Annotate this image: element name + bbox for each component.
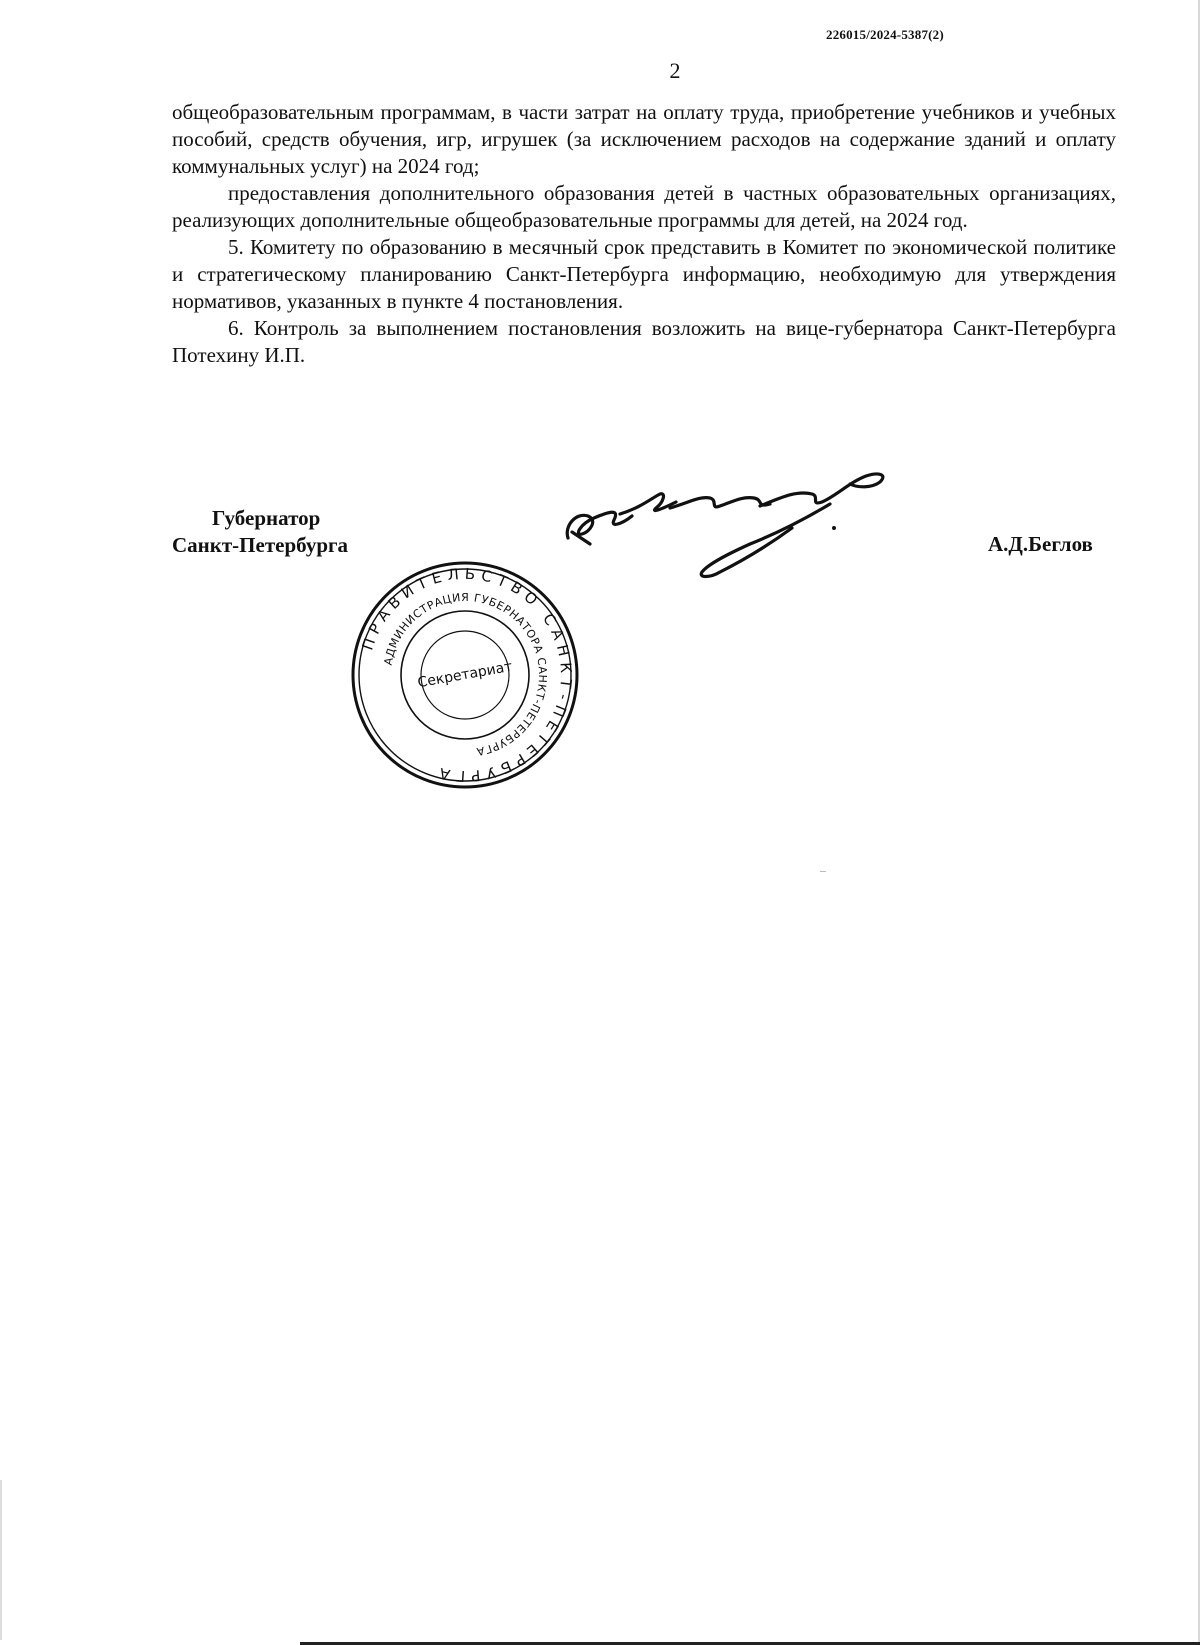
page-number: 2	[669, 58, 681, 83]
scan-artifact	[820, 871, 826, 872]
document-id: 226015/2024-5387(2)	[826, 27, 944, 42]
document-body	[172, 99, 1116, 369]
signatory-title-line1: Губернатор	[212, 506, 321, 530]
seal-outer-text: ПРАВИТЕЛЬСТВО САНКТ-ПЕТЕРБУРГА	[358, 564, 576, 786]
paragraph-item-5: 5. Комитету по образованию в месячный срок представить в Комитет по экономической политике и стратегическому планированию Санкт-Петербурга информацию, необходимую для утверждения нормативов, указанных в пункте 4 постановления.	[172, 235, 1116, 313]
signatory-title	[172, 505, 348, 559]
scan-edge-left	[0, 1480, 2, 1640]
paragraph-item-6: 6. Контроль за выполнением постановления возложить на вице-губернатора Санкт-Петербурга Потехину И.П.	[172, 316, 1116, 367]
seal-center-text: Секретариат	[416, 658, 514, 692]
handwritten-signature	[560, 468, 910, 588]
signatory-name: А.Д.Беглов	[988, 532, 1093, 556]
paragraph-continuation: общеобразовательным программам, в части затрат на оплату труда, приобретение учебников и учебных пособий, средств обучения, игр, игрушек (за исключением расходов на содержание зданий и оплату коммунальных услуг) на 2024 год;	[172, 100, 1116, 178]
official-seal	[345, 555, 585, 795]
paragraph-additional-education: предоставления дополнительного образования детей в частных образовательных организациях, реализующих дополнительные общеобразовательные программы для детей, на 2024 год.	[172, 181, 1116, 232]
signatory-title-line2: Санкт-Петербурга	[172, 533, 349, 557]
seal-inner-text: АДМИНИСТРАЦИЯ ГУБЕРНАТОРА САНКТ-ПЕТЕРБУРГА	[381, 590, 550, 759]
